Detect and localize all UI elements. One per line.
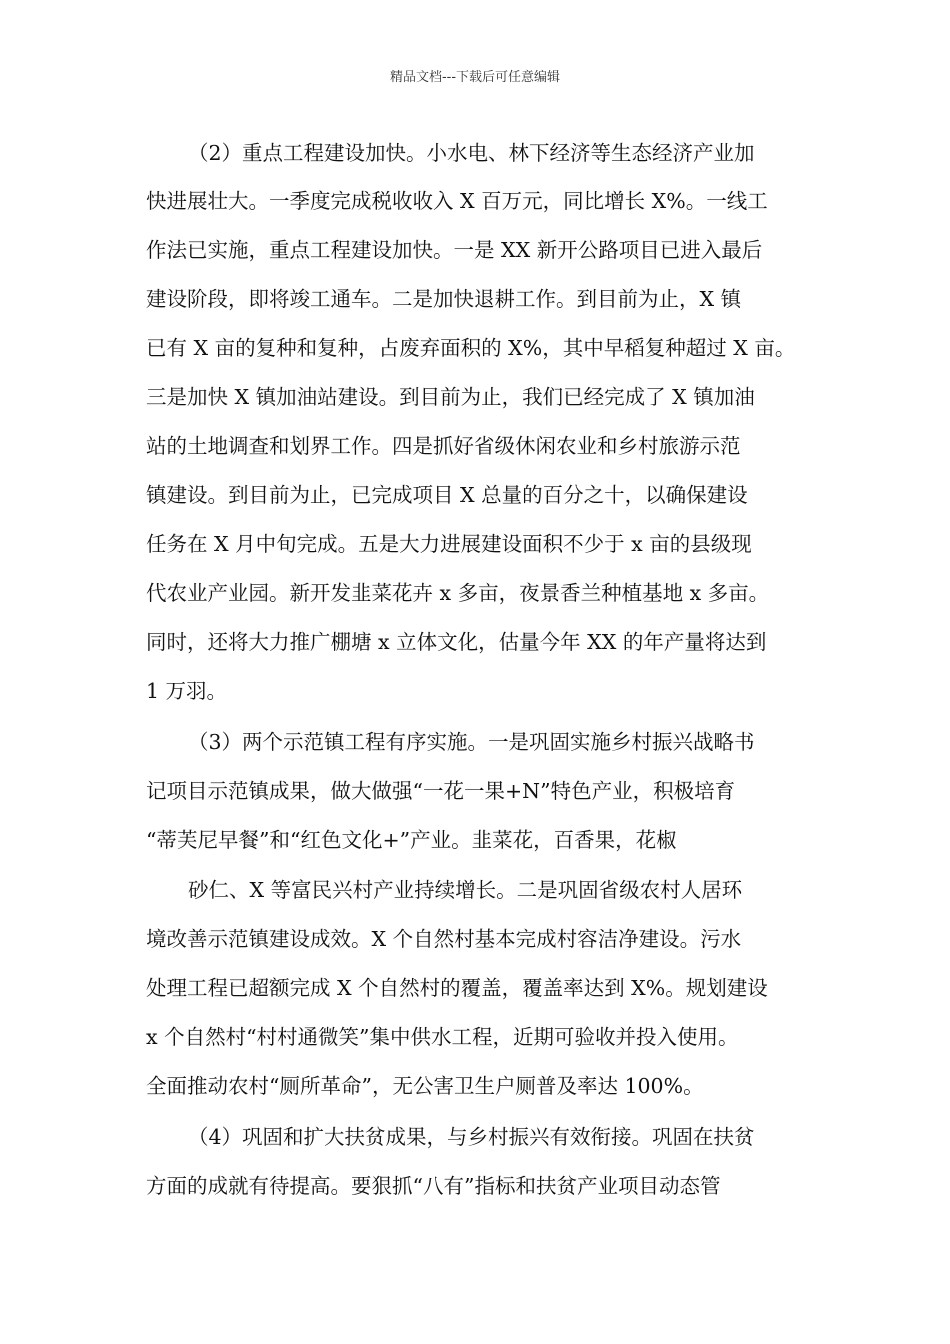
text-line: x 个自然村“村村通微笑”集中供水工程，近期可验收并投入使用。 bbox=[146, 1025, 739, 1049]
text-line: 处理工程已超额完成 X 个自然村的覆盖，覆盖率达到 X%。规划建设 bbox=[146, 976, 768, 1000]
text-line: （2）重点工程建设加快。小水电、林下经济等生态经济产业加 bbox=[188, 141, 755, 165]
text-line: （4）巩固和扩大扶贫成果，与乡村振兴有效衔接。巩固在扶贫 bbox=[188, 1125, 755, 1149]
text-line: 任务在 X 月中旬完成。五是大力进展建设面积不少于 x 亩的县级现 bbox=[146, 532, 752, 556]
text-line: 砂仁、X 等富民兴村产业持续增长。二是巩固省级农村人居环 bbox=[188, 878, 743, 902]
text-line: （3）两个示范镇工程有序实施。一是巩固实施乡村振兴战略书 bbox=[188, 730, 755, 754]
text-line: 三是加快 X 镇加油站建设。到目前为止，我们已经完成了 X 镇加油 bbox=[146, 385, 755, 409]
page-header: 精品文档---下载后可任意编辑 bbox=[389, 70, 561, 85]
text-line: 快进展壮大。一季度完成税收收入 X 百万元，同比增长 X%。一线工 bbox=[146, 189, 768, 213]
text-line: 同时，还将大力推广棚塘 x 立体文化，估量今年 XX 的年产量将达到 bbox=[146, 630, 767, 654]
text-line: 镇建设。到目前为止，已完成项目 X 总量的百分之十，以确保建设 bbox=[146, 483, 748, 507]
text-line: 代农业产业园。新开发韭菜花卉 x 多亩，夜景香兰种植基地 x 多亩。 bbox=[146, 581, 770, 605]
text-line: “蒂芙尼早餐”和“红色文化+”产业。韭菜花，百香果，花椒 bbox=[146, 828, 677, 852]
text-line: 建设阶段，即将竣工通车。二是加快退耕工作。到目前为止，X 镇 bbox=[146, 287, 742, 311]
text-line: 方面的成就有待提高。要狠抓“八有”指标和扶贫产业项目动态管 bbox=[146, 1174, 721, 1198]
text-line: 站的土地调查和划界工作。四是抓好省级休闲农业和乡村旅游示范 bbox=[146, 434, 741, 458]
text-line: 已有 X 亩的复种和复种，占废弃面积的 X%，其中早稻复种超过 X 亩。 bbox=[146, 336, 796, 360]
text-line: 作法已实施，重点工程建设加快。一是 XX 新开公路项目已进入最后 bbox=[146, 238, 763, 262]
text-line: 1 万羽。 bbox=[146, 679, 228, 703]
text-line: 记项目示范镇成果，做大做强“一花一果+N”特色产业，积极培育 bbox=[146, 779, 736, 803]
text-line: 全面推动农村“厕所革命”，无公害卫生户厕普及率达 100%。 bbox=[146, 1074, 704, 1098]
text-line: 境改善示范镇建设成效。X 个自然村基本完成村容洁净建设。污水 bbox=[146, 927, 742, 951]
